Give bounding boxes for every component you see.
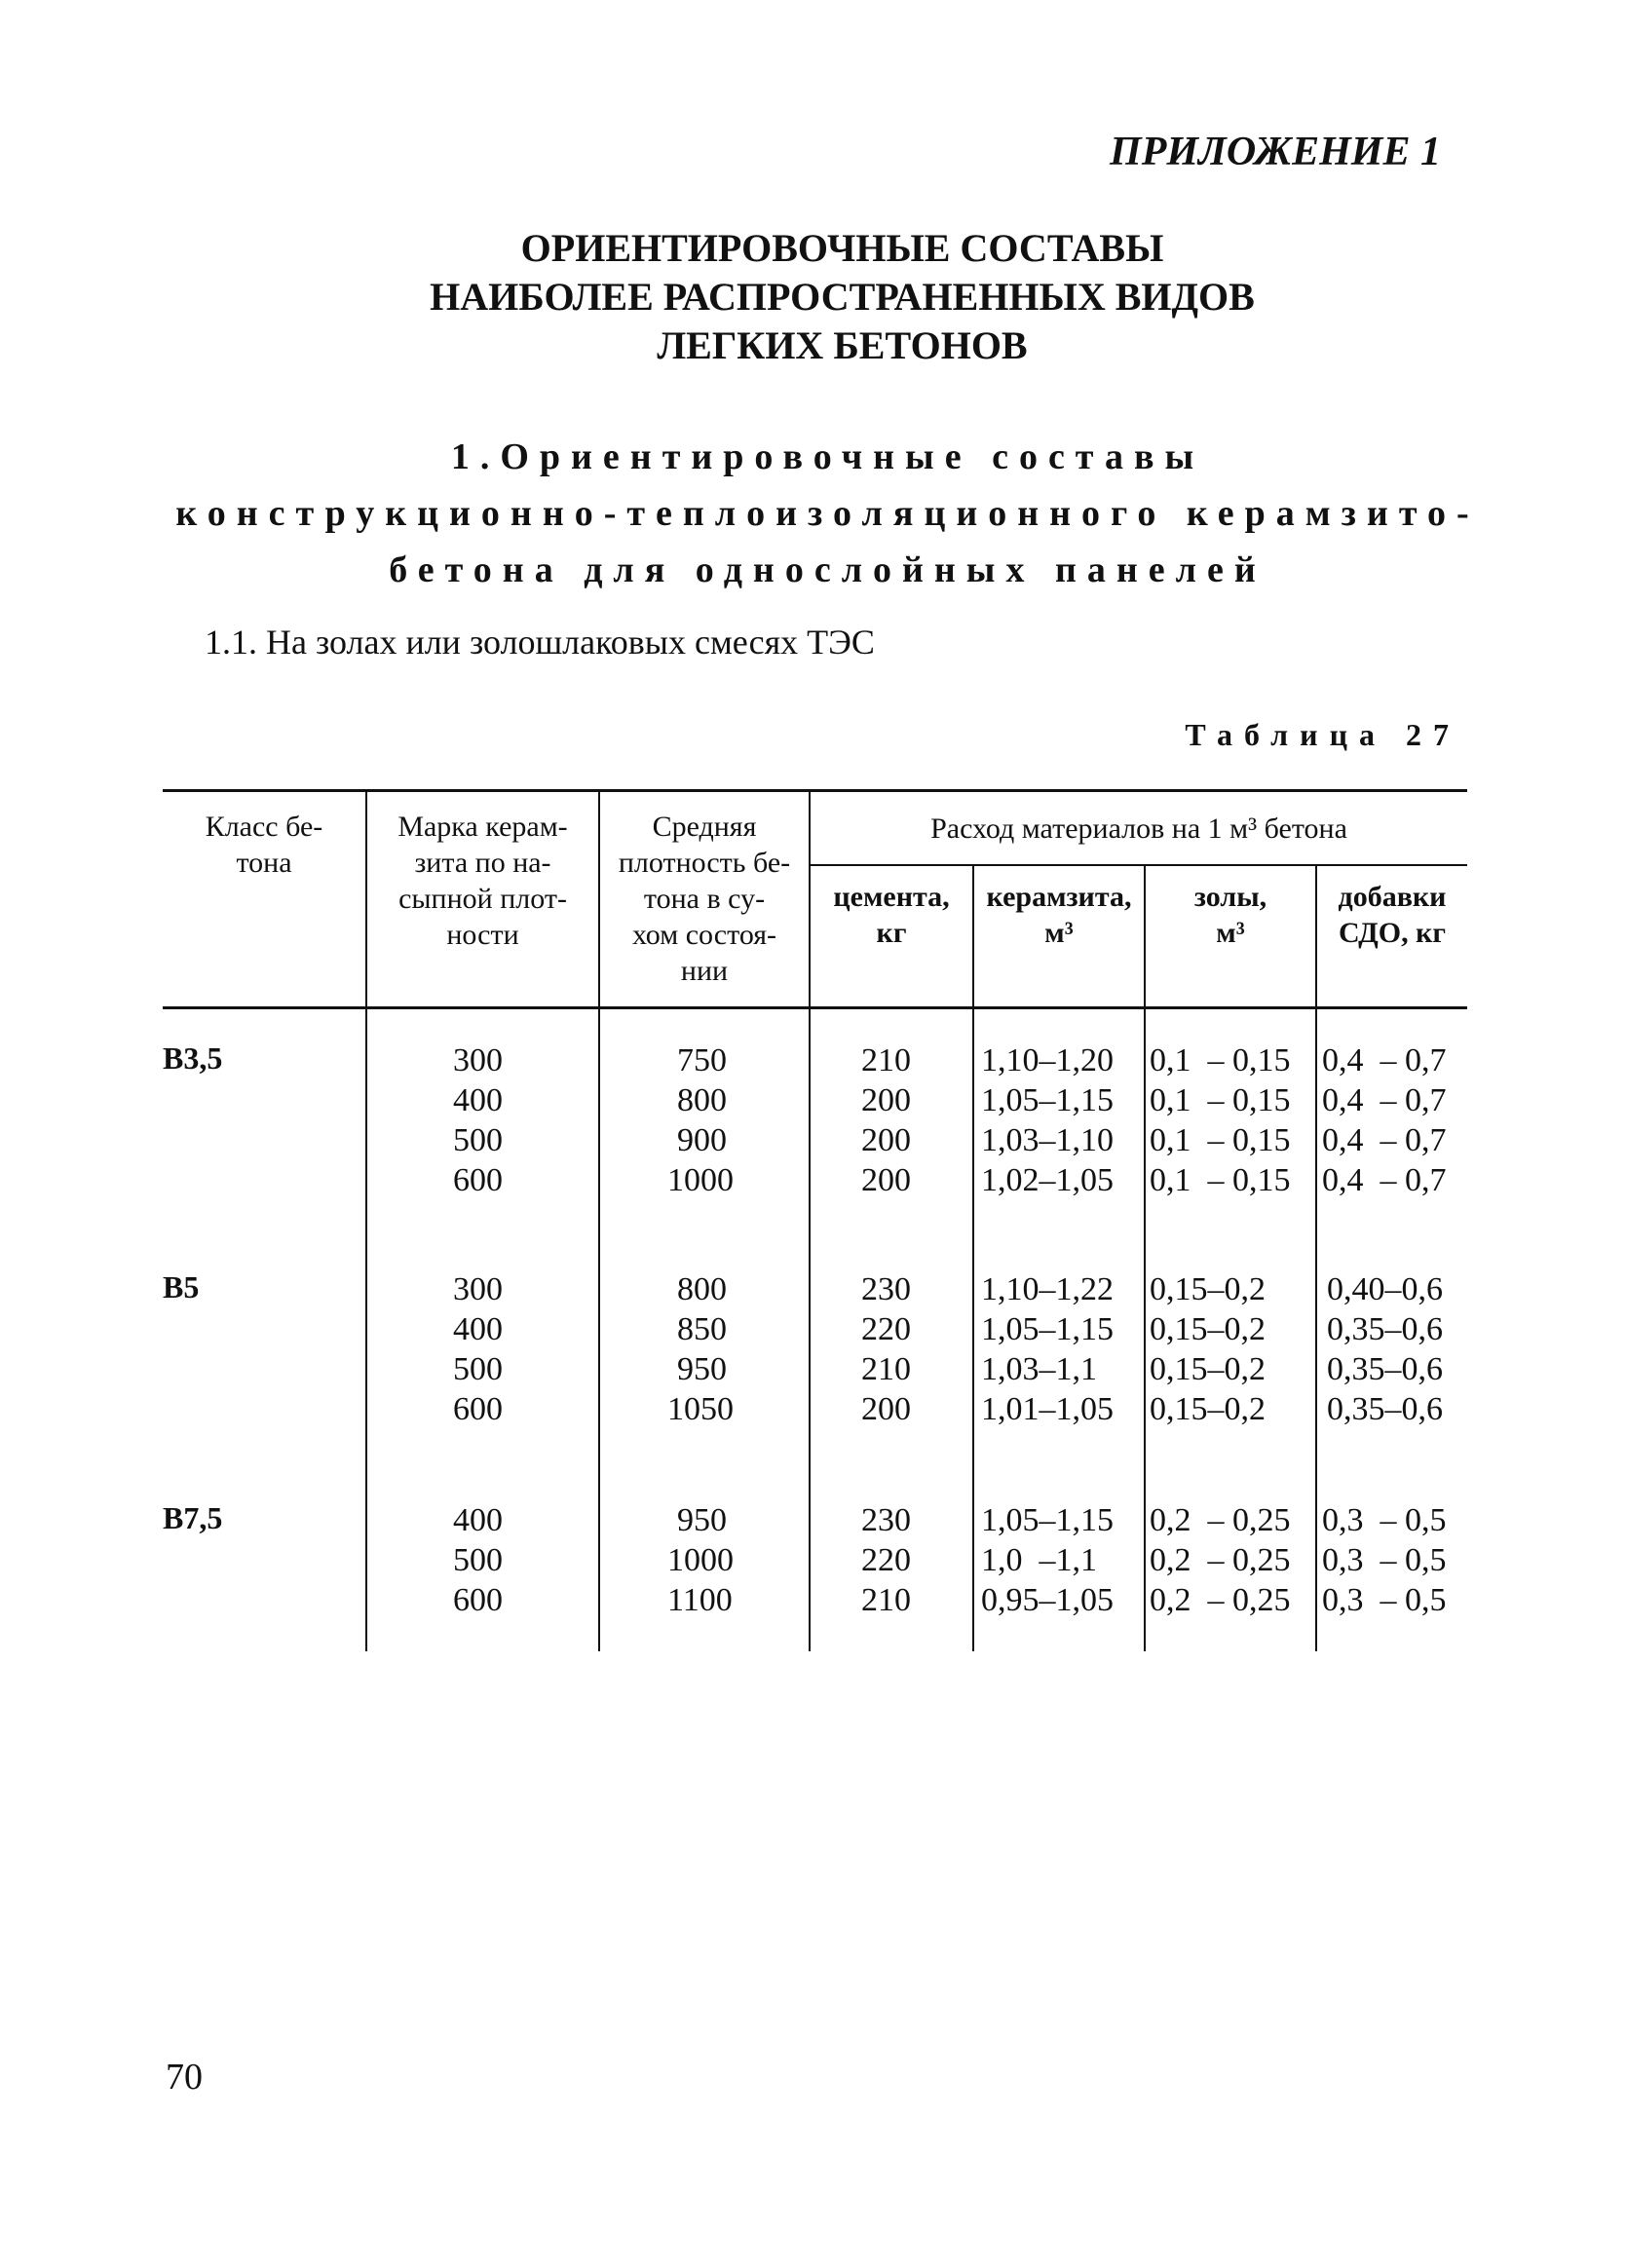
main-title-line: НАИБОЛЕЕ РАСПРОСТРАНЕННЫХ ВИДОВ <box>430 275 1255 319</box>
cell-density: 800 <box>677 1271 727 1307</box>
header-cement: цемента, кг <box>833 881 950 949</box>
cell-additive: 0,3 – 0,5 <box>1322 1582 1447 1618</box>
cell-cement: 220 <box>861 1542 911 1578</box>
cell-grade: 500 <box>453 1351 503 1387</box>
cell-additive: 0,35–0,6 <box>1327 1351 1443 1387</box>
main-title-line: ЛЕГКИХ БЕТОНОВ <box>657 323 1028 367</box>
subsection-title: 1.1. На золах или золошлаковых смесях ТЭС <box>205 623 875 662</box>
cell-ash: 0,15–0,2 <box>1150 1311 1266 1347</box>
table-subheader-rule <box>809 864 1467 866</box>
cell-grade: 300 <box>453 1042 503 1078</box>
header-keramzit-grade: Марка керам- зита по на- сыпной плот- ности <box>397 811 568 951</box>
main-title <box>0 224 1626 370</box>
cell-additive: 0,35–0,6 <box>1327 1311 1443 1347</box>
section-title-line: конструкционно-теплоизоляционного керамзито- <box>175 493 1480 534</box>
class-label: В3,5 <box>163 1040 223 1076</box>
cell-additive: 0,4 – 0,7 <box>1322 1162 1447 1198</box>
cell-cement: 230 <box>861 1502 911 1538</box>
cell-density: 750 <box>677 1042 727 1078</box>
header-keramzit: керамзита, м³ <box>986 881 1132 949</box>
cell-keramzit: 1,10–1,20 <box>981 1042 1114 1078</box>
table-col-divider <box>1144 864 1146 1651</box>
cell-additive: 0,4 – 0,7 <box>1322 1042 1447 1078</box>
cell-grade: 500 <box>453 1542 503 1578</box>
cell-ash: 0,2 – 0,25 <box>1150 1502 1291 1538</box>
main-title-line: ОРИЕНТИРОВОЧНЫЕ СОСТАВЫ <box>520 226 1164 270</box>
cell-keramzit: 1,05–1,15 <box>981 1082 1114 1118</box>
cell-ash: 0,15–0,2 <box>1150 1271 1266 1307</box>
cell-keramzit: 0,95–1,05 <box>981 1582 1114 1618</box>
cell-cement: 200 <box>861 1391 911 1427</box>
cell-ash: 0,2 – 0,25 <box>1150 1582 1291 1618</box>
cell-density: 1000 <box>667 1542 734 1578</box>
cell-cement: 200 <box>861 1162 911 1198</box>
header-additive: добавки СДО, кг <box>1338 881 1447 949</box>
class-label: В5 <box>163 1269 200 1304</box>
cell-ash: 0,1 – 0,15 <box>1150 1082 1291 1118</box>
table-top-rule <box>163 789 1467 792</box>
cell-cement: 210 <box>861 1351 911 1387</box>
cell-ash: 0,1 – 0,15 <box>1150 1162 1291 1198</box>
cell-density: 950 <box>677 1502 727 1538</box>
cell-grade: 400 <box>453 1502 503 1538</box>
table-header-rule <box>163 1006 1467 1009</box>
appendix-label: ПРИЛОЖЕНИЕ 1 <box>1110 130 1441 174</box>
composition-table <box>163 789 1467 1666</box>
cell-keramzit: 1,03–1,1 <box>981 1351 1097 1387</box>
cell-density: 1000 <box>667 1162 734 1198</box>
cell-cement: 210 <box>861 1042 911 1078</box>
cell-ash: 0,1 – 0,15 <box>1150 1122 1291 1158</box>
cell-ash: 0,15–0,2 <box>1150 1351 1266 1387</box>
cell-grade: 600 <box>453 1582 503 1618</box>
cell-keramzit: 1,05–1,15 <box>981 1311 1114 1347</box>
cell-additive: 0,3 – 0,5 <box>1322 1502 1447 1538</box>
cell-keramzit: 1,01–1,05 <box>981 1391 1114 1427</box>
cell-additive: 0,40–0,6 <box>1327 1271 1443 1307</box>
cell-additive: 0,35–0,6 <box>1327 1391 1443 1427</box>
cell-density: 800 <box>677 1082 727 1118</box>
section-title-line: бетона для однослойных панелей <box>389 549 1267 590</box>
cell-additive: 0,3 – 0,5 <box>1322 1542 1447 1578</box>
cell-additive: 0,4 – 0,7 <box>1322 1082 1447 1118</box>
cell-cement: 220 <box>861 1311 911 1347</box>
cell-density: 1050 <box>667 1391 734 1427</box>
cell-cement: 210 <box>861 1582 911 1618</box>
header-class: Класс бе- тона <box>205 811 323 879</box>
cell-grade: 400 <box>453 1082 503 1118</box>
page-number: 70 <box>166 2057 203 2098</box>
cell-ash: 0,1 – 0,15 <box>1150 1042 1291 1078</box>
cell-grade: 600 <box>453 1391 503 1427</box>
section-title <box>0 429 1626 598</box>
cell-ash: 0,2 – 0,25 <box>1150 1542 1291 1578</box>
cell-density: 850 <box>677 1311 727 1347</box>
cell-keramzit: 1,02–1,05 <box>981 1162 1114 1198</box>
header-ash: золы, м³ <box>1193 881 1267 949</box>
cell-grade: 300 <box>453 1271 503 1307</box>
cell-grade: 400 <box>453 1311 503 1347</box>
table-caption: Таблица 27 <box>1185 717 1460 752</box>
cell-density: 950 <box>677 1351 727 1387</box>
table-col-divider <box>972 864 974 1651</box>
cell-keramzit: 1,0 –1,1 <box>981 1542 1097 1578</box>
cell-keramzit: 1,05–1,15 <box>981 1502 1114 1538</box>
cell-density: 1100 <box>667 1582 733 1618</box>
cell-cement: 230 <box>861 1271 911 1307</box>
cell-additive: 0,4 – 0,7 <box>1322 1122 1447 1158</box>
cell-keramzit: 1,10–1,22 <box>981 1271 1114 1307</box>
header-consumption: Расход материалов на 1 м³ бетона <box>930 813 1347 845</box>
cell-cement: 200 <box>861 1122 911 1158</box>
cell-grade: 600 <box>453 1162 503 1198</box>
cell-grade: 500 <box>453 1122 503 1158</box>
cell-density: 900 <box>677 1122 727 1158</box>
cell-cement: 200 <box>861 1082 911 1118</box>
table-col-divider <box>1315 864 1317 1651</box>
section-title-line: 1.Ориентировочные составы <box>450 436 1205 477</box>
header-density: Средняя плотность бе- тона в су- хом состоя- нии <box>618 811 791 987</box>
cell-keramzit: 1,03–1,10 <box>981 1122 1114 1158</box>
cell-ash: 0,15–0,2 <box>1150 1391 1266 1427</box>
class-label: В7,5 <box>163 1500 223 1535</box>
